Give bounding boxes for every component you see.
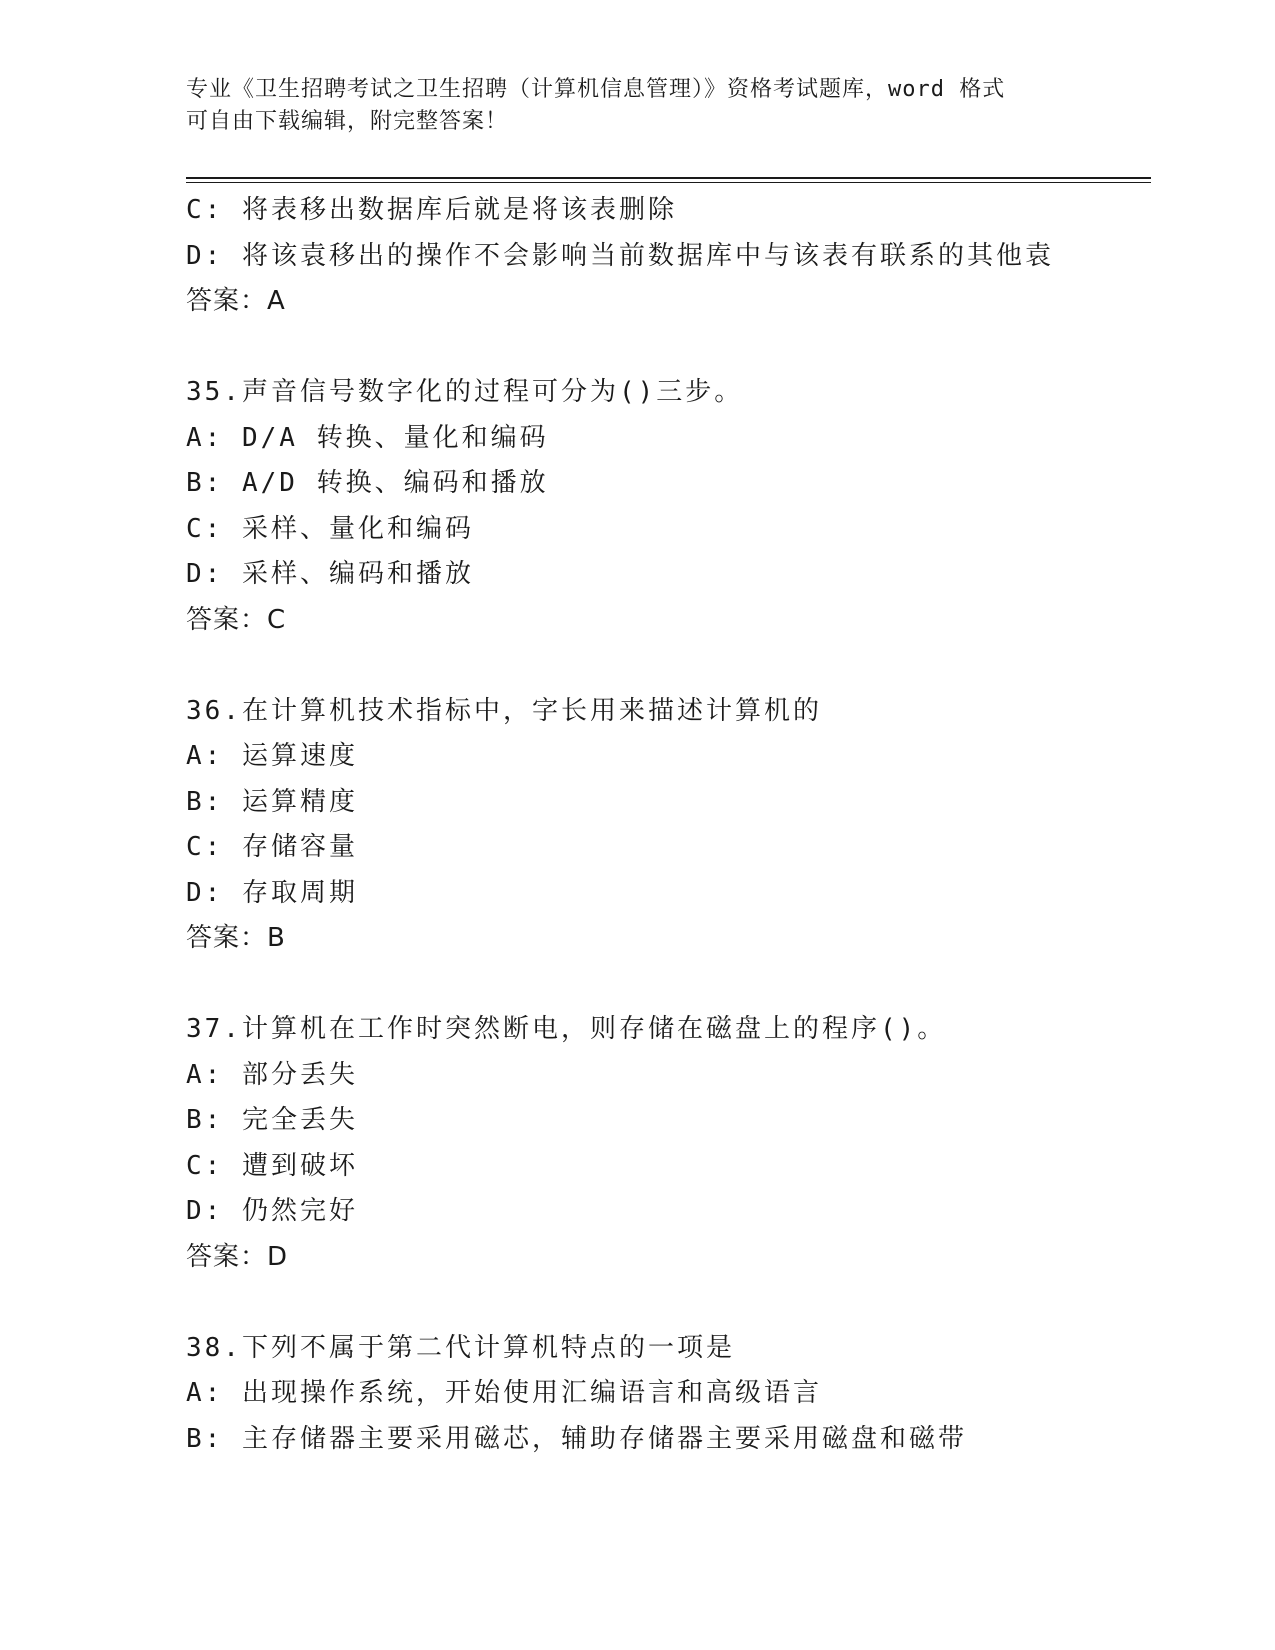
spacer: [186, 962, 1151, 1008]
question-list: [186, 188, 1151, 1462]
question-stem: 35.声音信号数字化的过程可分为()三步。: [186, 377, 744, 407]
header-line-2: 可自由下载编辑，附完整答案！: [186, 109, 509, 134]
option-b: B: 运算精度: [186, 786, 358, 817]
option-c: C: 遭到破坏: [186, 1150, 358, 1181]
option-c: C: 采样、量化和编码: [186, 513, 474, 544]
option-d: D: 仍然完好: [186, 1196, 358, 1226]
document-header: [186, 74, 1086, 138]
option-a: A: 出现操作系统，开始使用汇编语言和高级语言: [186, 1378, 822, 1408]
question-stem: 38.下列不属于第二代计算机特点的一项是: [186, 1332, 735, 1363]
option-c: C: 存储容量: [186, 832, 358, 862]
answer-line: 答案：A: [186, 286, 286, 316]
spacer: [186, 1280, 1151, 1326]
option-d: D: 采样、编码和播放: [186, 559, 474, 589]
spacer: [186, 325, 1151, 371]
spacer: [186, 643, 1151, 689]
option-c: C: 将表移出数据库后就是将该表删除: [186, 195, 677, 225]
answer-line: 答案：B: [186, 923, 286, 953]
option-d: D: 存取周期: [186, 877, 358, 908]
option-b: B: 主存储器主要采用磁芯，辅助存储器主要采用磁盘和磁带: [186, 1423, 967, 1454]
option-a: A: 部分丢失: [186, 1059, 358, 1090]
answer-line: 答案：C: [186, 604, 287, 635]
option-a: A: 运算速度: [186, 741, 358, 771]
answer-line: 答案：D: [186, 1241, 289, 1272]
option-b: B: 完全丢失: [186, 1105, 358, 1135]
header-divider-thick: [186, 177, 1151, 179]
option-a: A: D/A 转换、量化和编码: [186, 422, 549, 453]
header-divider-thin: [186, 182, 1151, 183]
question-stem: 37.计算机在工作时突然断电，则存储在磁盘上的程序()。: [186, 1014, 947, 1044]
header-line-1: 专业《卫生招聘考试之卫生招聘（计算机信息管理）》资格考试题库，word 格式: [186, 77, 1006, 102]
question-stem: 36.在计算机技术指标中，字长用来描述计算机的: [186, 695, 822, 726]
option-b: B: A/D 转换、编码和播放: [186, 468, 549, 498]
option-d: D: 将该袁移出的操作不会影响当前数据库中与该表有联系的其他袁: [186, 240, 1054, 271]
